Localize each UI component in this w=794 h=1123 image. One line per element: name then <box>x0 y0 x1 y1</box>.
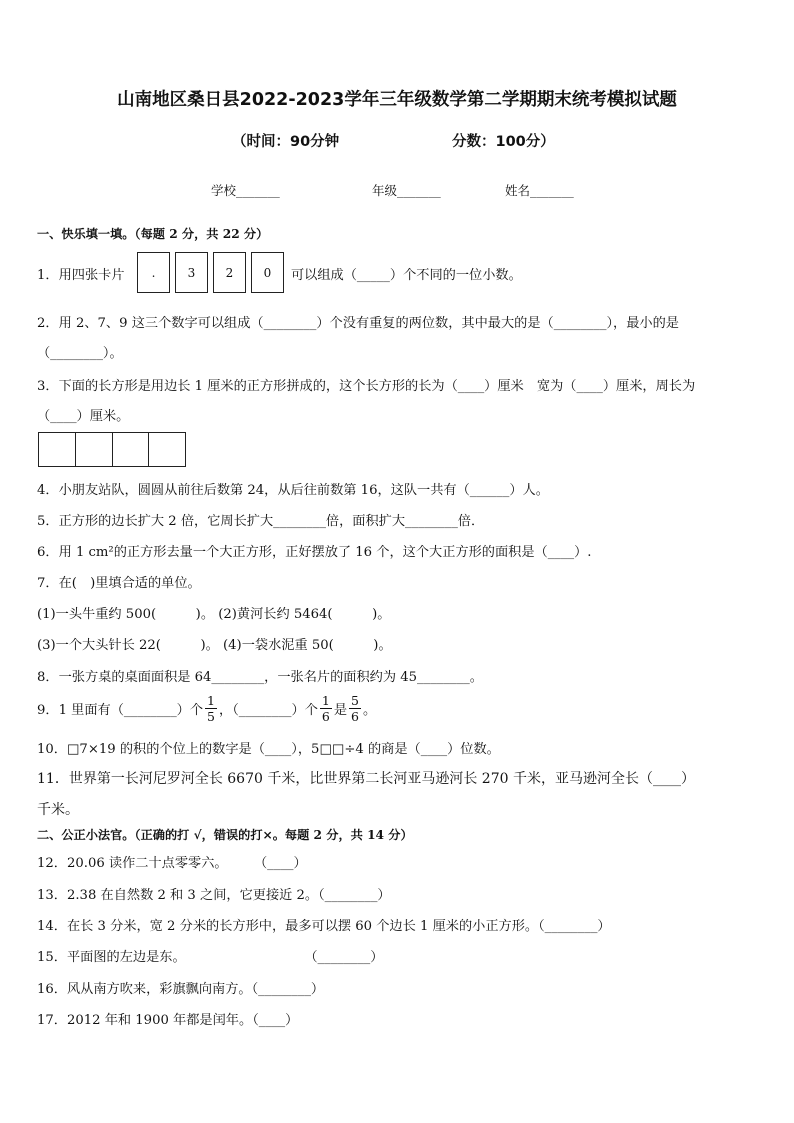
fraction-denominator: 5 <box>207 709 215 724</box>
fraction-five-sixths <box>349 693 361 724</box>
question-7-part-b: (3)一个大头针长 22( )。 (4)一袋水泥重 50( )。 <box>37 638 392 653</box>
fraction-one-fifth <box>205 693 217 724</box>
question-5: 5．正方形的边长扩大 2 倍，它周长扩大________倍，面积扩大________倍． <box>37 514 485 529</box>
question-6: 6．用 1 cm²的正方形去量一个大正方形，正好摆放了 16 个，这个大正方形的面积是（____）. <box>37 545 592 560</box>
school-field: 学校_______ <box>211 183 280 198</box>
digit-card: 0 <box>251 252 284 293</box>
grid-square <box>149 433 185 466</box>
time-limit: （时间：90分钟 <box>232 134 340 150</box>
question-2-line-1: 2．用 2、7、9 这三个数字可以组成（________）个没有重复的两位数，其中最大的是（________），最小的是 <box>37 316 679 331</box>
question-7: 7．在( )里填合适的单位。 <box>37 576 201 591</box>
name-field: 姓名_______ <box>505 183 574 198</box>
rectangle-grid <box>38 432 186 467</box>
question-10: 10．□7×19 的积的个位上的数字是（____），5□□÷4 的商是（____）位数。 <box>37 742 500 757</box>
question-14: 14．在长 3 分米，宽 2 分米的长方形中，最多可以摆 60 个边长 1 厘米的小正方形。（________） <box>37 919 611 934</box>
question-13: 13．2.38 在自然数 2 和 3 之间，它更接近 2。（________） <box>37 888 391 903</box>
fraction-one-sixth <box>320 693 332 724</box>
question-8: 8．一张方桌的桌面面积是 64________，一张名片的面积约为 45________。 <box>37 670 483 685</box>
question-9-part-a: 9．1 里面有（________）个 <box>37 703 204 718</box>
digit-card: 3 <box>175 252 208 293</box>
question-9 <box>37 693 376 724</box>
fraction-denominator: 6 <box>321 709 330 724</box>
question-9-part-d: 。 <box>363 703 377 718</box>
question-17: 17．2012 年和 1900 年都是闰年。（____） <box>37 1013 299 1028</box>
fraction-denominator: 6 <box>351 709 359 724</box>
total-score: 分数：100分） <box>452 134 555 150</box>
question-9-part-b: ，（________）个 <box>219 703 318 718</box>
question-7-part-a: (1)一头牛重约 500( )。 (2)黄河长约 5464( )。 <box>37 607 391 622</box>
fraction-numerator: 1 <box>207 693 215 708</box>
question-11-line-2: 千米。 <box>37 802 79 818</box>
question-3-line-2: （____）厘米。 <box>37 409 130 424</box>
fraction-numerator: 5 <box>351 693 359 708</box>
question-9-part-c: 是 <box>333 703 348 718</box>
grade-field: 年级_______ <box>372 183 441 198</box>
question-16: 16．风从南方吹来，彩旗飘向南方。（________） <box>37 982 325 997</box>
fraction-numerator: 1 <box>321 693 330 708</box>
exam-title: 山南地区桑日县2022-2023学年三年级数学第二学期期末统考模拟试题 <box>117 90 677 110</box>
section-2-heading: 二、公正小法官。（正确的打 √，错误的打×。每题 2 分，共 14 分） <box>37 828 413 842</box>
question-1-suffix: 可以组成（_____）个不同的一位小数。 <box>291 268 522 283</box>
digit-card: . <box>137 252 170 293</box>
question-11-line-1: 11．世界第一长河尼罗河全长 6670 千米，比世界第二长河亚马逊河长 270 千米，亚马逊河全长（____） <box>37 771 695 787</box>
grid-square <box>113 433 150 466</box>
question-3-line-1: 3．下面的长方形是用边长 1 厘米的正方形拼成的，这个长方形的长为（____）厘米 宽为（____）厘米，周长为 <box>37 379 696 394</box>
question-4: 4．小朋友站队，圆圆从前往后数第 24，从后往前数第 16，这队一共有（______）人。 <box>37 483 549 498</box>
question-12: 12．20.06 读作二十点零零六。 （____） <box>37 856 307 871</box>
question-15: 15．平面图的左边是东。 （________） <box>37 950 384 965</box>
section-1-heading: 一、快乐填一填。（每题 2 分，共 22 分） <box>37 227 269 241</box>
question-2-line-2: （________）。 <box>37 346 123 361</box>
question-1-prefix: 1．用四张卡片 <box>37 268 125 283</box>
grid-square <box>39 433 76 466</box>
grid-square <box>76 433 113 466</box>
digit-card: 2 <box>213 252 246 293</box>
